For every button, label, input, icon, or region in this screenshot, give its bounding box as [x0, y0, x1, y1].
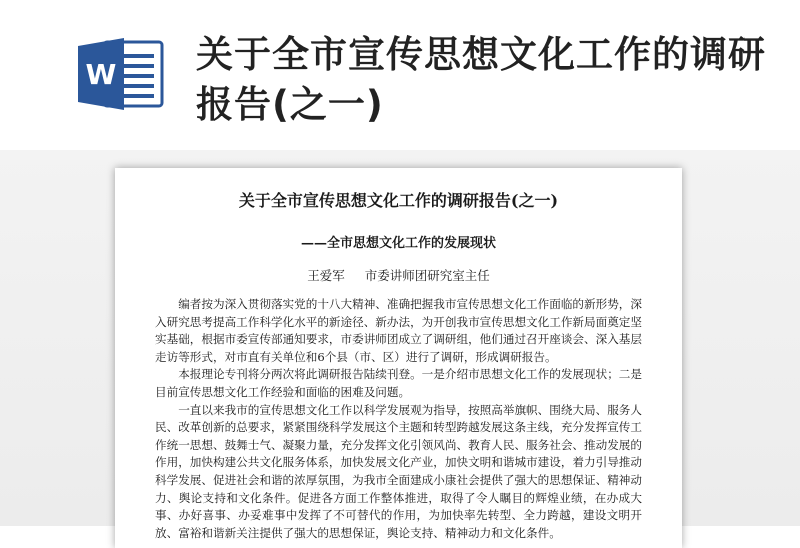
word-icon-letter: W [85, 58, 117, 91]
word-document-icon [78, 38, 164, 110]
author-role: 市委讲师团研究室主任 [364, 268, 490, 283]
header [0, 0, 800, 150]
document-page [115, 168, 682, 548]
page-subtitle: ——全市思想文化工作的发展现状 [300, 236, 496, 251]
author-line [115, 266, 682, 284]
paragraph: 编者按为深入贯彻落实党的十八大精神、准确把握我市宣传思想文化工作面临的新形势，深入研究思考提高工作科学化水平的新途径、新办法，为开创我市宣传思想文化工作新局面奠定坚实基础，根据市委宣传部通知要求，市委讲师团成立了调研组，他们通过召开座谈会、深入基层走访等形式，对市直有关单位和6个县（市、区）进行了调研，形成调研报告。 [155, 297, 642, 364]
page-title: 关于全市宣传思想文化工作的调研报告(之一) [238, 191, 559, 210]
document-file-title: 关于全市宣传思想文化工作的调研报告(之一) [196, 33, 766, 126]
paragraph: 本报理论专刊将分两次将此调研报告陆续刊登。一是介绍市思想文化工作的发展现状；二是目前宣传思想文化工作经验和面临的困难及问题。 [155, 367, 642, 399]
body-text [155, 296, 642, 542]
author-name: 王爱军 [307, 268, 345, 283]
paragraph: 一直以来我市的宣传思想文化工作以科学发展观为指导，按照高举旗帜、围绕大局、服务人民、改革创新的总要求，紧紧围绕科学发展这个主题和转型跨越发展这条主线，充分发挥宣传工作统一思想、鼓舞士气、凝聚力量，充分发挥文化引领风尚、教育人民、服务社会、推动发展的作用，加快构建公共文化服务体系，加快发展文化产业，加快文明和谐城市建设，着力引导推动科学发展、促进社会和谐的浓厚氛围，为我市全面建成小康社会提供了强大的思想保证、精神动力、舆论支持和文化条件。促进各方面工作整体推进，取得了令人瞩目的辉煌业绩，在办成大事、办好喜事、办妥难事中发挥了不可替代的作用，为加快率先转型、全力跨越，建设文明开放、富裕和谐新关注提供了强大的思想保证，舆论支持、精神动力和文化条件。 [155, 402, 642, 540]
